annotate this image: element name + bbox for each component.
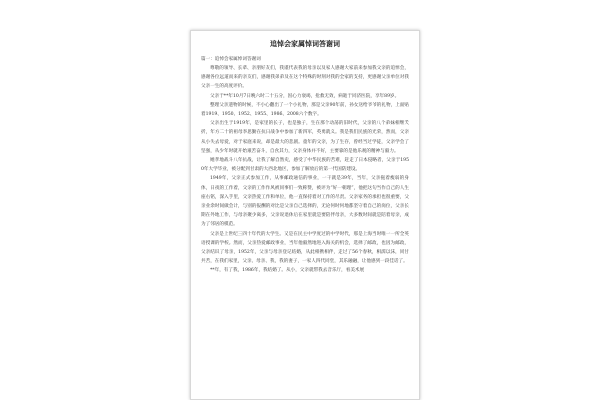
paragraph-6: 1949年，父亲正式参加工作，从事邮政通信的事业，一干就是39年，当年，父亲拖着瘦弱的身体，日夜的工作着，父亲的工作作风被同事们一致称赞，被评为“好一朝理”，他把这句当作自己的人生座右铭，深入手里，父亲热爱工作和单位，他一直保持着对工作的尽责。父亲家务的承担也很重要，父亲业余时间做会计，与别的报酬的对比是父亲自己选择的，无论何时何地都坚守着自己的岗位，父亲长期在外地工作，与母亲聚少离多，父亲说退休后在家里就是要陪伴母亲，大多数时间就是陪着母亲，成为了邻居的模范。: [201, 176, 409, 228]
document-title: 追悼会家属悼词答谢词: [270, 39, 340, 48]
paragraph-1: 尊敬的领导、长辈、亲朋好友们，我谨代表我的母亲以及家人感谢大家前来参加我父亲的追悼会，感谢各位远道而来的亲友们，感谢我弟弟及在这个特殊的时刻对我的全家的支持，更感谢父亲单位对我父亲一生的高度评价。: [201, 66, 409, 90]
paragraph-3: 整理父亲遗物的时候，不小心翻出了一个小礼物，那是父亲90年前，孙女送给爷爷的礼物，上面贴着1919、1950、1952、1955、1986、2008六个数字。: [201, 102, 409, 118]
paragraph-7: 父亲是上世纪三四十年代的大学生。又是在民主中学度过的中学时代，那是上海当时唯一一所全英语授课的学校。然而，父亲热爱邮政事业，当年他毅然地进入海关的机会，选择了邮政，也因为邮政，父亲结识了母亲，1952年，父亲与母亲登记结婚，从此相携相伴，走过了56个春秋，相濡以沫，同甘共苦，在我们家里，父亲、母亲、我，我的妻子，一家人四代同堂，其乐融融，让他感到一段佳话了。: [201, 231, 409, 265]
paragraph-4: 父亲出生于1919年，是家里的长子，也是独子，生在那个动荡的旧时代，父亲的八个弟妹相继夭折，年方二十的祖母李思勤在抗日战争中参加了新四军，英勇就义。我是我们民族的光荣，然而，父亲从小失去母爱，对于家庭来说，却是最大的悲剧。童年的父亲，为了生存，曾经当过学徒，父亲学会了坚强，从少年时就开始艰苦奋斗，自食其力，父亲身体并不好，主要靠的是他乐观的精神与毅力。: [201, 121, 409, 154]
paragraph-8: **年，有了我，1986年，我结婚了。从小，父亲就带我去音乐厅，看美术展: [210, 268, 365, 274]
paragraph-2: 父亲于**年10月7日晚六时二十五分，因心力衰竭，抢救无效，病逝于同济医院，享年89岁。: [210, 93, 400, 99]
section-heading: 篇一：追悼会家属悼词答谢词: [201, 57, 261, 62]
paragraph-5: 她孝地战斗八年抗战，让我了解自然史，感受了中华民族的苦难，赶走了日本侵略者，父亲于1950年大学毕业，被分配到甘肃的大西北地区，参加了解放后的第一代国防建设。: [201, 158, 409, 173]
document-page: [190, 30, 420, 400]
